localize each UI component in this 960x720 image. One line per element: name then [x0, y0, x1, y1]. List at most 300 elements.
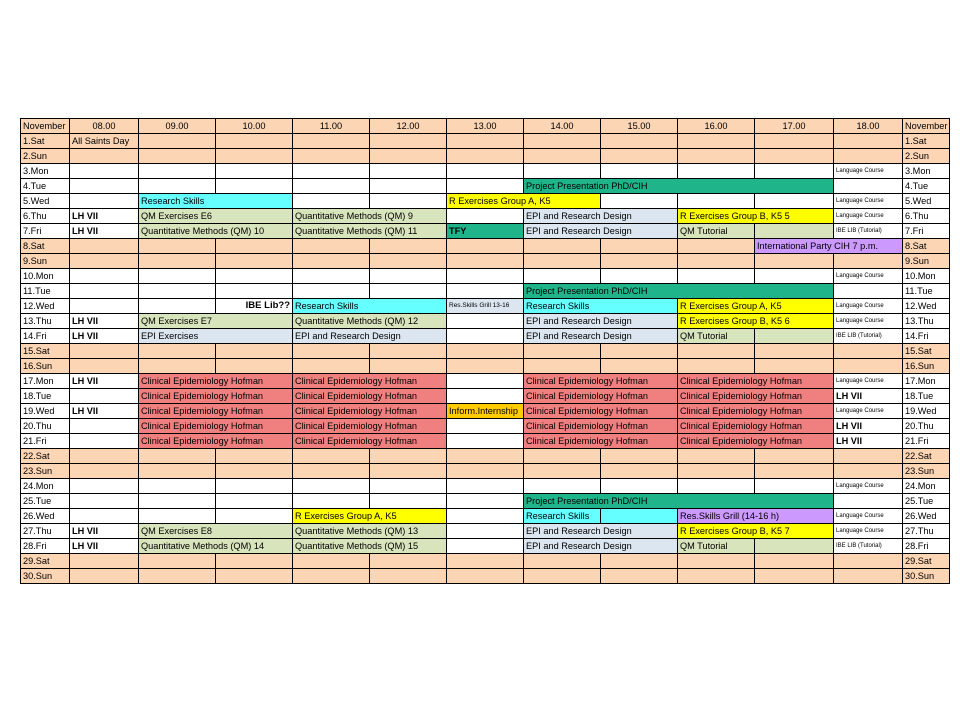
- empty-slot: [834, 284, 903, 299]
- day-label-right: 19.Wed: [903, 404, 950, 419]
- time-header: 11.00: [293, 119, 370, 134]
- empty-slot: [447, 524, 524, 539]
- empty-slot: [370, 269, 447, 284]
- day-label-right: 14.Fri: [903, 329, 950, 344]
- day-label: 18.Tue: [21, 389, 70, 404]
- schedule-entry: Clinical Epidemiology Hofman: [139, 434, 293, 449]
- empty-slot: [447, 389, 524, 404]
- day-label-right: 5.Wed: [903, 194, 950, 209]
- empty-slot: [70, 389, 139, 404]
- day-row: [21, 299, 950, 314]
- day-label-right: 13.Thu: [903, 314, 950, 329]
- day-row: [21, 434, 950, 449]
- empty-slot: [447, 479, 524, 494]
- empty-slot: [755, 254, 834, 269]
- empty-slot: [601, 479, 678, 494]
- empty-slot: [524, 239, 601, 254]
- empty-slot: [447, 314, 524, 329]
- schedule-entry: Clinical Epidemiology Hofman: [293, 389, 447, 404]
- empty-slot: [447, 419, 524, 434]
- empty-slot: [216, 449, 293, 464]
- schedule-entry: Clinical Epidemiology Hofman: [524, 389, 678, 404]
- schedule-entry: All Saints Day: [70, 134, 139, 149]
- empty-slot: [370, 194, 447, 209]
- empty-slot: [216, 254, 293, 269]
- empty-slot: [370, 554, 447, 569]
- day-row: [21, 449, 950, 464]
- empty-slot: [139, 449, 216, 464]
- empty-slot: [139, 284, 216, 299]
- day-row: [21, 314, 950, 329]
- time-header: 13.00: [447, 119, 524, 134]
- empty-slot: [370, 344, 447, 359]
- empty-slot: [601, 134, 678, 149]
- day-label-right: 26.Wed: [903, 509, 950, 524]
- empty-slot: [524, 464, 601, 479]
- schedule-entry: Language Course: [834, 194, 903, 209]
- day-label: 2.Sun: [21, 149, 70, 164]
- empty-slot: [139, 239, 216, 254]
- empty-slot: [70, 554, 139, 569]
- empty-slot: [678, 254, 755, 269]
- empty-slot: [755, 479, 834, 494]
- empty-slot: [447, 149, 524, 164]
- schedule-entry: QM Exercises E6: [139, 209, 293, 224]
- empty-slot: [216, 134, 293, 149]
- empty-slot: [370, 149, 447, 164]
- schedule-entry: Language Course: [834, 479, 903, 494]
- empty-slot: [216, 269, 293, 284]
- empty-slot: [70, 149, 139, 164]
- day-label-right: 29.Sat: [903, 554, 950, 569]
- empty-slot: [293, 479, 370, 494]
- empty-slot: [70, 464, 139, 479]
- day-label: 16.Sun: [21, 359, 70, 374]
- schedule-entry: LH VII: [834, 419, 903, 434]
- day-label: 3.Mon: [21, 164, 70, 179]
- schedule-entry: Quantitative Methods (QM) 14: [139, 539, 293, 554]
- empty-slot: [601, 464, 678, 479]
- day-label-right: 12.Wed: [903, 299, 950, 314]
- schedule-entry: Language Course: [834, 209, 903, 224]
- empty-slot: [216, 554, 293, 569]
- schedule-entry: R Exercises Group A, K5: [678, 299, 834, 314]
- empty-slot: [678, 479, 755, 494]
- day-row: [21, 224, 950, 239]
- day-label-right: 9.Sun: [903, 254, 950, 269]
- day-label: 8.Sat: [21, 239, 70, 254]
- day-label-right: 1.Sat: [903, 134, 950, 149]
- schedule-entry: LH VII: [70, 539, 139, 554]
- empty-slot: [834, 449, 903, 464]
- day-label-right: 18.Tue: [903, 389, 950, 404]
- schedule-entry: QM Tutorial: [678, 539, 755, 554]
- schedule-entry: Clinical Epidemiology Hofman: [678, 389, 834, 404]
- empty-slot: [293, 149, 370, 164]
- schedule-entry: Clinical Epidemiology Hofman: [524, 404, 678, 419]
- schedule-entry: Project Presentation PhD/CIH: [524, 179, 834, 194]
- empty-slot: [216, 464, 293, 479]
- empty-slot: [293, 254, 370, 269]
- schedule-entry: Language Course: [834, 269, 903, 284]
- day-label: 11.Tue: [21, 284, 70, 299]
- schedule-entry: [755, 329, 834, 344]
- schedule-entry: International Party CIH 7 p.m.: [755, 239, 903, 254]
- day-row: [21, 524, 950, 539]
- day-label: 5.Wed: [21, 194, 70, 209]
- time-header: 12.00: [370, 119, 447, 134]
- empty-slot: [678, 269, 755, 284]
- schedule-entry: IBE Lib??: [216, 299, 293, 314]
- day-label-right: 7.Fri: [903, 224, 950, 239]
- empty-slot: [70, 569, 139, 584]
- empty-slot: [601, 164, 678, 179]
- day-label: 24.Mon: [21, 479, 70, 494]
- empty-slot: [678, 344, 755, 359]
- schedule-entry: Res.Skills Grill (14-16 h): [678, 509, 834, 524]
- day-label: 21.Fri: [21, 434, 70, 449]
- time-header: 16.00: [678, 119, 755, 134]
- empty-slot: [755, 569, 834, 584]
- day-label: 14.Fri: [21, 329, 70, 344]
- time-header: 08.00: [70, 119, 139, 134]
- empty-slot: [601, 449, 678, 464]
- time-header: 15.00: [601, 119, 678, 134]
- empty-slot: [601, 254, 678, 269]
- empty-slot: [139, 494, 216, 509]
- schedule-entry: QM Tutorial: [678, 224, 755, 239]
- empty-slot: [755, 344, 834, 359]
- schedule-entry: Clinical Epidemiology Hofman: [293, 419, 447, 434]
- empty-slot: [447, 374, 524, 389]
- day-label: 29.Sat: [21, 554, 70, 569]
- schedule-entry: Clinical Epidemiology Hofman: [524, 419, 678, 434]
- empty-slot: [834, 134, 903, 149]
- empty-slot: [139, 509, 216, 524]
- day-label: 9.Sun: [21, 254, 70, 269]
- empty-slot: [139, 269, 216, 284]
- schedule-entry: IBE LIB (Tutorial): [834, 224, 903, 239]
- empty-slot: [601, 269, 678, 284]
- schedule-entry: LH VII: [70, 404, 139, 419]
- day-label-right: 21.Fri: [903, 434, 950, 449]
- empty-slot: [755, 269, 834, 284]
- day-label-right: 28.Fri: [903, 539, 950, 554]
- day-label-right: 11.Tue: [903, 284, 950, 299]
- header-row: [21, 119, 950, 134]
- schedule-entry: Language Course: [834, 524, 903, 539]
- empty-slot: [834, 569, 903, 584]
- empty-slot: [755, 149, 834, 164]
- empty-slot: [370, 449, 447, 464]
- schedule-entry: Res.Skills Grill 13-16: [447, 299, 524, 314]
- empty-slot: [755, 359, 834, 374]
- empty-slot: [139, 344, 216, 359]
- schedule-entry: Clinical Epidemiology Hofman: [524, 374, 678, 389]
- day-label-right: 20.Thu: [903, 419, 950, 434]
- day-label: 22.Sat: [21, 449, 70, 464]
- empty-slot: [447, 164, 524, 179]
- schedule-entry: LH VII: [834, 389, 903, 404]
- time-header: 09.00: [139, 119, 216, 134]
- empty-slot: [370, 134, 447, 149]
- empty-slot: [370, 479, 447, 494]
- empty-slot: [293, 194, 370, 209]
- schedule-entry: LH VII: [70, 524, 139, 539]
- empty-slot: [524, 449, 601, 464]
- empty-slot: [447, 434, 524, 449]
- empty-slot: [370, 239, 447, 254]
- empty-slot: [755, 449, 834, 464]
- empty-slot: [139, 479, 216, 494]
- empty-slot: [834, 179, 903, 194]
- day-row: [21, 479, 950, 494]
- empty-slot: [447, 449, 524, 464]
- empty-slot: [293, 449, 370, 464]
- empty-slot: [524, 569, 601, 584]
- schedule-entry: Research Skills: [139, 194, 293, 209]
- day-label-right: 27.Thu: [903, 524, 950, 539]
- empty-slot: [293, 359, 370, 374]
- schedule-entry: Clinical Epidemiology Hofman: [293, 404, 447, 419]
- schedule-entry: LH VII: [70, 224, 139, 239]
- day-label-right: 8.Sat: [903, 239, 950, 254]
- empty-slot: [678, 554, 755, 569]
- schedule-entry: Project Presentation PhD/CIH: [524, 494, 834, 509]
- empty-slot: [70, 494, 139, 509]
- empty-slot: [139, 299, 216, 314]
- schedule-entry: Clinical Epidemiology Hofman: [678, 434, 834, 449]
- schedule-entry: LH VII: [70, 209, 139, 224]
- day-row: [21, 164, 950, 179]
- day-row: [21, 209, 950, 224]
- empty-slot: [678, 149, 755, 164]
- day-label-right: 15.Sat: [903, 344, 950, 359]
- schedule-entry: Language Course: [834, 404, 903, 419]
- empty-slot: [524, 254, 601, 269]
- day-label-right: 16.Sun: [903, 359, 950, 374]
- schedule-entry: TFY: [447, 224, 524, 239]
- empty-slot: [601, 194, 678, 209]
- schedule-entry: LH VII: [70, 329, 139, 344]
- schedule-entry: Clinical Epidemiology Hofman: [139, 374, 293, 389]
- empty-slot: [70, 254, 139, 269]
- empty-slot: [370, 284, 447, 299]
- schedule-entry: Quantitative Methods (QM) 9: [293, 209, 447, 224]
- empty-slot: [447, 134, 524, 149]
- empty-slot: [293, 554, 370, 569]
- empty-slot: [216, 164, 293, 179]
- empty-slot: [70, 194, 139, 209]
- schedule-entry: EPI and Research Design: [524, 314, 678, 329]
- schedule-entry: Quantitative Methods (QM) 13: [293, 524, 447, 539]
- empty-slot: [755, 164, 834, 179]
- day-label-right: 3.Mon: [903, 164, 950, 179]
- time-header: 17.00: [755, 119, 834, 134]
- schedule-entry: IBE LIB (Tutorial): [834, 329, 903, 344]
- empty-slot: [755, 464, 834, 479]
- empty-slot: [70, 239, 139, 254]
- schedule-entry: Quantitative Methods (QM) 15: [293, 539, 447, 554]
- empty-slot: [139, 554, 216, 569]
- day-label-right: 24.Mon: [903, 479, 950, 494]
- day-label-right: 25.Tue: [903, 494, 950, 509]
- schedule-entry: QM Exercises E8: [139, 524, 293, 539]
- schedule-entry: QM Exercises E7: [139, 314, 293, 329]
- schedule-entry: IBE LIB (Tutorial): [834, 539, 903, 554]
- empty-slot: [834, 359, 903, 374]
- schedule-entry: R Exercises Group B, K5 5: [678, 209, 834, 224]
- day-label: 27.Thu: [21, 524, 70, 539]
- empty-slot: [370, 569, 447, 584]
- schedule-entry: LH VII: [834, 434, 903, 449]
- schedule-entry: Clinical Epidemiology Hofman: [293, 374, 447, 389]
- schedule-entry: EPI and Research Design: [293, 329, 447, 344]
- empty-slot: [216, 569, 293, 584]
- day-label: 19.Wed: [21, 404, 70, 419]
- day-label-right: 2.Sun: [903, 149, 950, 164]
- schedule-entry: R Exercises Group A, K5: [293, 509, 447, 524]
- empty-slot: [755, 554, 834, 569]
- empty-slot: [70, 509, 139, 524]
- day-label: 10.Mon: [21, 269, 70, 284]
- empty-slot: [216, 344, 293, 359]
- empty-slot: [370, 164, 447, 179]
- schedule-entry: R Exercises Group B, K5 6: [678, 314, 834, 329]
- empty-slot: [524, 359, 601, 374]
- empty-slot: [447, 494, 524, 509]
- schedule-entry: Language Course: [834, 509, 903, 524]
- day-label: 23.Sun: [21, 464, 70, 479]
- schedule-entry: Clinical Epidemiology Hofman: [139, 389, 293, 404]
- empty-slot: [370, 359, 447, 374]
- schedule-entry: EPI and Research Design: [524, 539, 678, 554]
- schedule-entry: Quantitative Methods (QM) 11: [293, 224, 447, 239]
- empty-slot: [601, 239, 678, 254]
- day-label: 1.Sat: [21, 134, 70, 149]
- empty-slot: [755, 134, 834, 149]
- empty-slot: [447, 254, 524, 269]
- day-row: [21, 374, 950, 389]
- day-row: [21, 194, 950, 209]
- november-schedule-table: [20, 118, 950, 584]
- empty-slot: [447, 209, 524, 224]
- day-row: [21, 344, 950, 359]
- schedule-entry: Clinical Epidemiology Hofman: [524, 434, 678, 449]
- schedule-entry: Research Skills: [524, 299, 678, 314]
- day-label-right: 4.Tue: [903, 179, 950, 194]
- empty-slot: [70, 434, 139, 449]
- schedule-entry: R Exercises Group B, K5 7: [678, 524, 834, 539]
- empty-slot: [70, 344, 139, 359]
- empty-slot: [447, 464, 524, 479]
- empty-slot: [834, 149, 903, 164]
- day-label: 28.Fri: [21, 539, 70, 554]
- schedule-entry: Clinical Epidemiology Hofman: [678, 404, 834, 419]
- empty-slot: [70, 449, 139, 464]
- schedule-entry: Project Presentation PhD/CIH: [524, 284, 834, 299]
- empty-slot: [139, 134, 216, 149]
- day-label-right: 23.Sun: [903, 464, 950, 479]
- empty-slot: [216, 284, 293, 299]
- empty-slot: [216, 239, 293, 254]
- empty-slot: [216, 494, 293, 509]
- day-label: 6.Thu: [21, 209, 70, 224]
- empty-slot: [293, 179, 370, 194]
- empty-slot: [370, 179, 447, 194]
- day-label: 4.Tue: [21, 179, 70, 194]
- empty-slot: [447, 569, 524, 584]
- schedule-entry: [755, 539, 834, 554]
- empty-slot: [70, 179, 139, 194]
- empty-slot: [834, 254, 903, 269]
- schedule-entry: [601, 509, 678, 524]
- day-label: 20.Thu: [21, 419, 70, 434]
- empty-slot: [139, 149, 216, 164]
- empty-slot: [293, 269, 370, 284]
- empty-slot: [447, 239, 524, 254]
- day-label: 17.Mon: [21, 374, 70, 389]
- day-row: [21, 134, 950, 149]
- month-header-right: November: [903, 119, 950, 134]
- empty-slot: [293, 344, 370, 359]
- empty-slot: [70, 164, 139, 179]
- day-row: [21, 149, 950, 164]
- schedule-entry: Quantitative Methods (QM) 12: [293, 314, 447, 329]
- empty-slot: [447, 344, 524, 359]
- empty-slot: [755, 194, 834, 209]
- empty-slot: [524, 479, 601, 494]
- empty-slot: [447, 269, 524, 284]
- schedule-entry: EPI and Research Design: [524, 524, 678, 539]
- empty-slot: [293, 569, 370, 584]
- empty-slot: [139, 569, 216, 584]
- day-label-right: 6.Thu: [903, 209, 950, 224]
- day-row: [21, 284, 950, 299]
- empty-slot: [834, 554, 903, 569]
- empty-slot: [678, 359, 755, 374]
- month-header: November: [21, 119, 70, 134]
- day-row: [21, 179, 950, 194]
- schedule-entry: Clinical Epidemiology Hofman: [678, 374, 834, 389]
- empty-slot: [447, 554, 524, 569]
- empty-slot: [139, 464, 216, 479]
- empty-slot: [447, 284, 524, 299]
- schedule-entry: Research Skills: [293, 299, 447, 314]
- day-row: [21, 359, 950, 374]
- day-row: [21, 494, 950, 509]
- day-row: [21, 404, 950, 419]
- empty-slot: [293, 494, 370, 509]
- day-row: [21, 389, 950, 404]
- day-row: [21, 464, 950, 479]
- empty-slot: [678, 239, 755, 254]
- empty-slot: [370, 254, 447, 269]
- empty-slot: [216, 149, 293, 164]
- empty-slot: [293, 164, 370, 179]
- empty-slot: [370, 464, 447, 479]
- empty-slot: [447, 179, 524, 194]
- empty-slot: [524, 164, 601, 179]
- day-label: 30.Sun: [21, 569, 70, 584]
- empty-slot: [678, 134, 755, 149]
- day-row: [21, 419, 950, 434]
- empty-slot: [601, 554, 678, 569]
- schedule-entry: Quantitative Methods (QM) 10: [139, 224, 293, 239]
- empty-slot: [524, 269, 601, 284]
- empty-slot: [70, 299, 139, 314]
- empty-slot: [601, 149, 678, 164]
